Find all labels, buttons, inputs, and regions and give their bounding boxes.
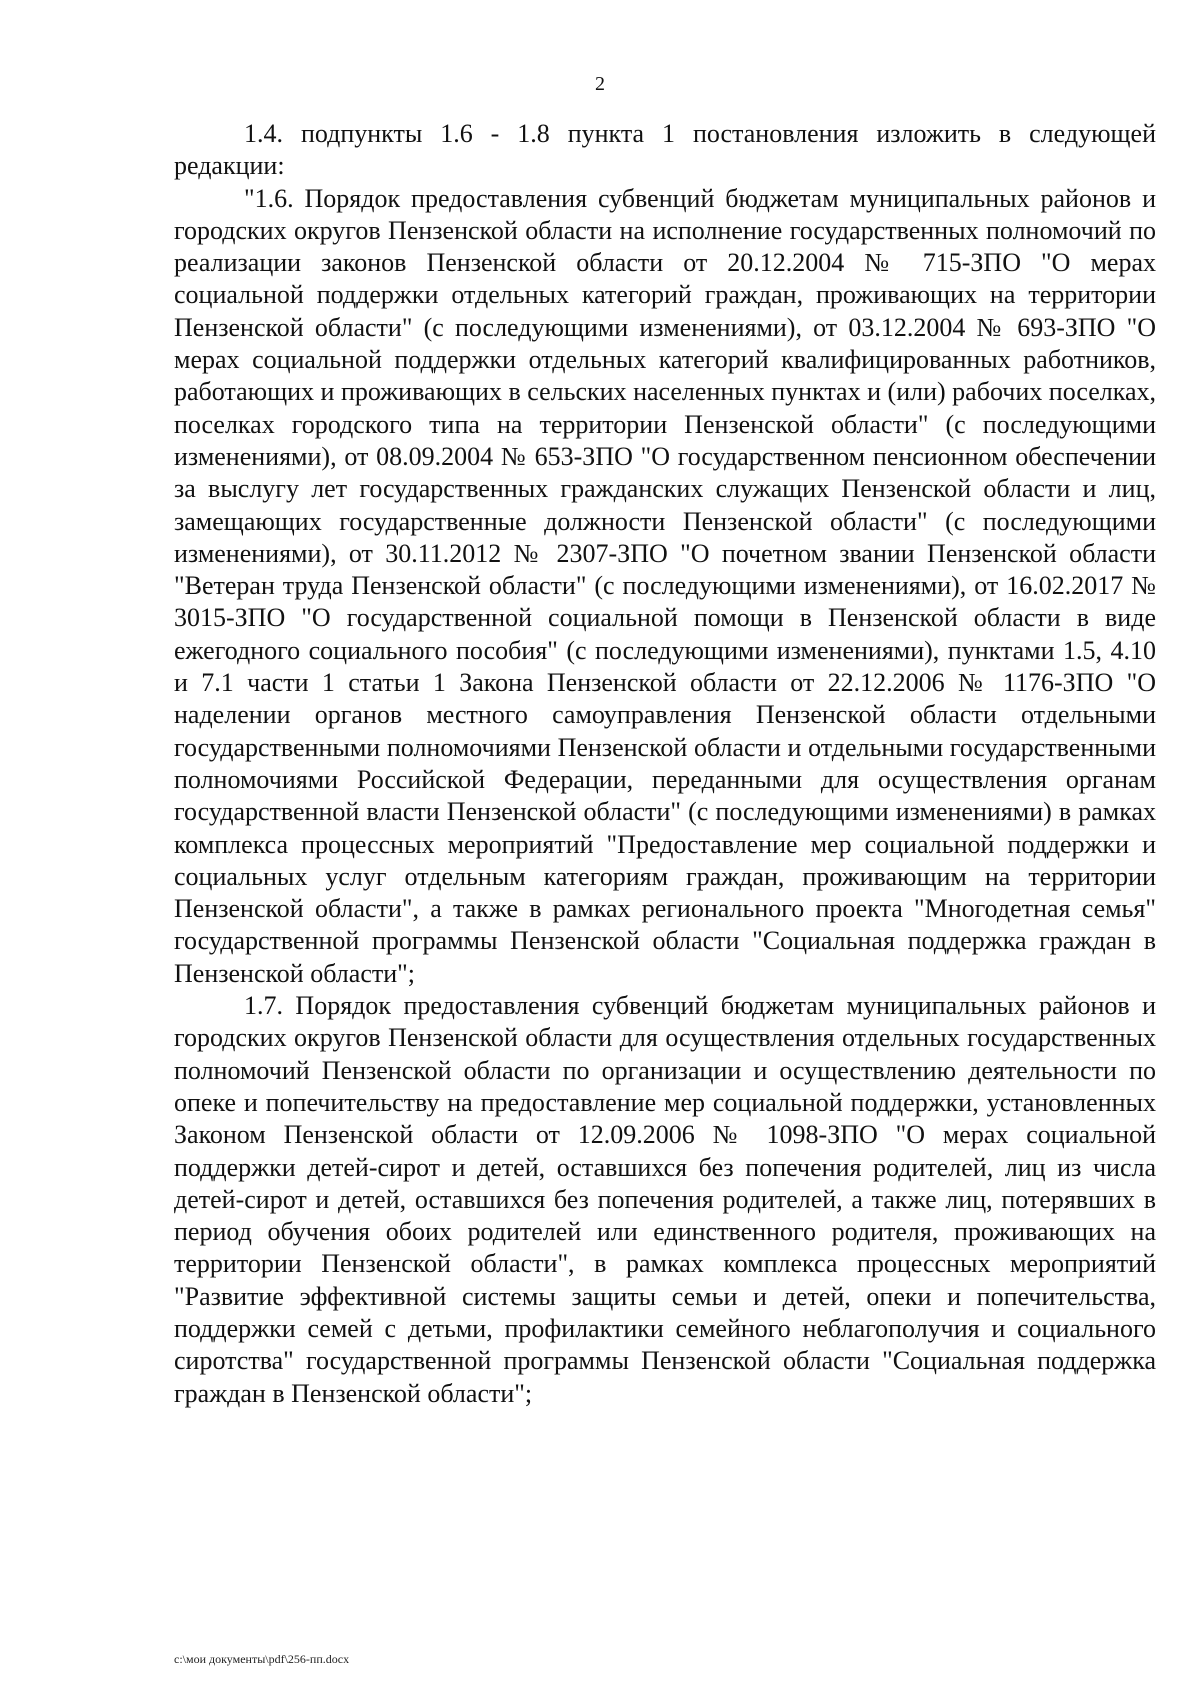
paragraph-1-4: 1.4. подпункты 1.6 - 1.8 пункта 1 постановления изложить в следующей редакции:	[174, 119, 1156, 181]
document-body	[174, 118, 1156, 1410]
paragraph-1-7: 1.7. Порядок предоставления субвенций бюджетам муниципальных районов и городских округов Пензенской области для осуществления отдельных государственных полномочий Пензенской области по организации и осуществлению деятельности по опеке и попечительству на предоставление мер социальной поддержки, установленных Законом Пензенской области от 12.09.2006 № 1098-ЗПО "О мерах социальной поддержки детей-сирот и детей, оставшихся без попечения родителей, лиц из числа детей-сирот и детей, оставшихся без попечения родителей, а также лиц, потерявших в период обучения обоих родителей или единственного родителя, проживающих на территории Пензенской области", в рамках комплекса процессных мероприятий "Развитие эффективной системы защиты семьи и детей, опеки и попечительства, поддержки семей с детьми, профилактики семейного неблагополучия и социального сиротства" государственной программы Пензенской области "Социальная поддержка граждан в Пензенской области";	[174, 991, 1156, 1408]
page-number: 2	[595, 73, 605, 95]
paragraph-1-6: "1.6. Порядок предоставления субвенций бюджетам муниципальных районов и городских округов Пензенской области на исполнение государственных полномочий по реализации законов Пензенской области от 20.12.2004 № 715-ЗПО "О мерах социальной поддержки отдельных категорий граждан, проживающих на территории Пензенской области" (с последующими изменениями), от 03.12.2004 № 693-ЗПО "О мерах социальной поддержки отдельных категорий квалифицированных работников, работающих и проживающих в сельских населенных пунктах и (или) рабочих поселках, поселках городского типа на территории Пензенской области" (с последующими изменениями), от 08.09.2004 № 653-ЗПО "О государственном пенсионном обеспечении за выслугу лет государственных гражданских служащих Пензенской области и лиц, замещающих государственные должности Пензенской области" (с последующими изменениями), от 30.11.2012 № 2307-ЗПО "О почетном звании Пензенской области "Ветеран труда Пензенской области" (с последующими изменениями), от 16.02.2017 № 3015-ЗПО "О государственной социальной помощи в Пензенской области в виде ежегодного социального пособия" (с последующими изменениями), пунктами 1.5, 4.10 и 7.1 части 1 статьи 1 Закона Пензенской области от 22.12.2006 № 1176-ЗПО "О наделении органов местного самоуправления Пензенской области отдельными государственными полномочиями Пензенской области и отдельными государственными полномочиями Российской Федерации, переданными для осуществления органам государственной власти Пензенской области" (с последующими изменениями) в рамках комплекса процессных мероприятий "Предоставление мер социальной поддержки и социальных услуг отдельным категориям граждан, проживающим на территории Пензенской области", а также в рамках регионального проекта "Многодетная семья" государственной программы Пензенской области "Социальная поддержка граждан в Пензенской области";	[174, 183, 1156, 988]
footer-file-path: c:\мои документы\pdf\256-пп.docx	[174, 1652, 350, 1666]
